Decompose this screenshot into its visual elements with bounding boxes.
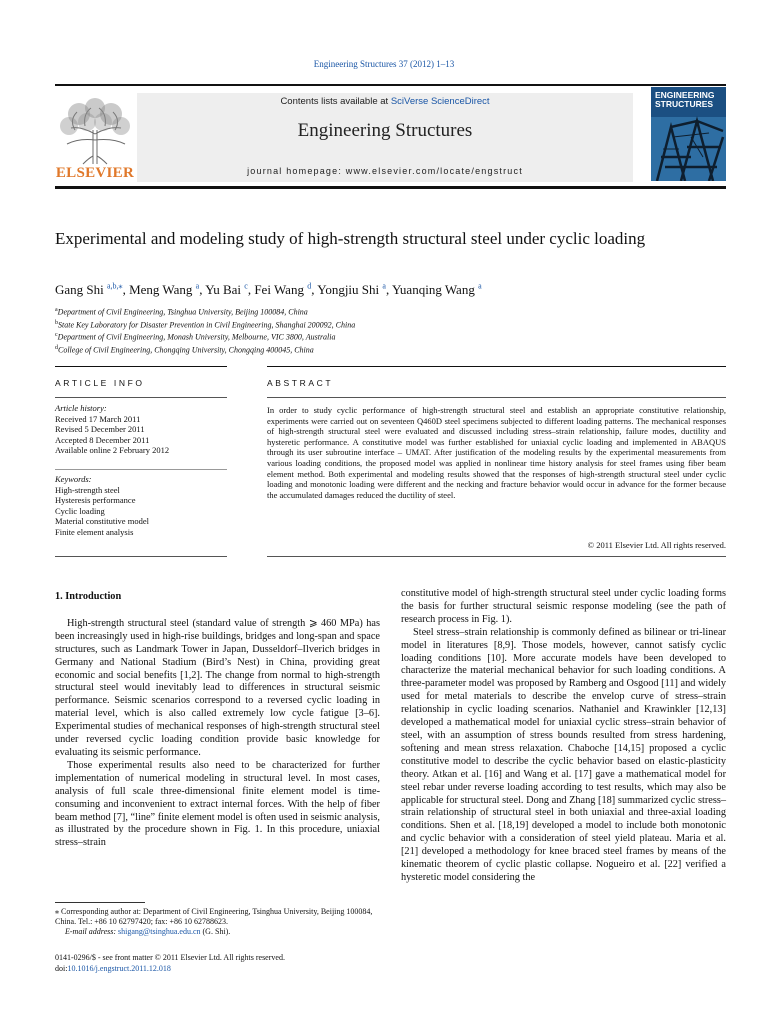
- body-left-column: [55, 587, 380, 850]
- journal-reference[interactable]: Engineering Structures 37 (2012) 1–13: [313, 59, 455, 69]
- publisher-name: ELSEVIER: [55, 165, 135, 181]
- email-suffix: (G. Shi).: [200, 927, 231, 936]
- author-affiliation-ref[interactable]: d: [307, 281, 312, 291]
- body-paragraph: High-strength structural steel (standard value of strength ⩾ 460 MPa) has been increasingly used in high-rise buildings, bridges and long-span and space structures, such as Landmark Tower in Japan, Dusseldorf–Ilverich bridges in Germany and National Stadium (Bird’s Nest) in China, providing great economic and social benefits [1,2]. The change from normal to high-strength structural steel would inevitably lead to differences in structural seismic performance. Seismic scenarios correspond to a reversed cyclic loading in material level, which is also called extremely low cycle fatigue [3–6]. Experimental studies of mechanical responses of high-strength structural steel under reversed cyclic loading condition provide basic knowledge for evaluating its seismic performance.: [55, 617, 380, 758]
- email-link[interactable]: shigang@tsinghua.edu.cn: [118, 927, 201, 936]
- author-affiliation-ref[interactable]: a,b,⁎: [107, 281, 123, 291]
- issn-line: 0141-0296/$ - see front matter © 2011 Elsevier Ltd. All rights reserved.: [55, 953, 285, 962]
- corresponding-author-text: ⁎ Corresponding author at: Department of Civil Engineering, Tsinghua University, Beijing 100084, China. Tel.: +86 10 62797420; fax: +86 10 62788623.: [55, 907, 373, 926]
- affiliation-item: $^d$College of Civil Engineering, Chongqing University, Chongqing 400045, China: [55, 344, 314, 355]
- affiliation-list: [55, 305, 555, 356]
- history-item: Received 17 March 2011: [55, 413, 141, 424]
- body-paragraph: Those experimental results also need to be characterized for further implementation of numerical modeling in structural level. In most cases, analysis of full scale three-dimensional finite element model is time-consuming and inconvenient to extract internal forces. With the help of fiber beam method [7], “line” finite element model is often used in seismic analysis, as illustrated by the procedure shown in Fig. 1. In this procedure, uniaxial stress–strain: [55, 759, 380, 849]
- author-list: Gang Shi $^{a,b,⁎}$, Meng Wang $^a$, Yu Bai $^c$, Fei Wang $^d$, Yongjiu Shi $^a$, Yuanqing Wang $^a$: [55, 281, 482, 297]
- author-name: Gang Shi: [55, 282, 104, 297]
- history-item: Accepted 8 December 2011: [55, 434, 150, 445]
- email-label: E-mail address:: [65, 927, 119, 936]
- email-line: [55, 927, 385, 937]
- section-heading: 1. Introduction: [55, 591, 122, 602]
- author-affiliation-ref[interactable]: c: [244, 281, 248, 291]
- article-history: [55, 403, 227, 456]
- keyword-item: Cyclic loading: [55, 505, 105, 516]
- author-name: Yuanqing Wang: [391, 282, 475, 297]
- keyword-item: Material constitutive model: [55, 516, 149, 527]
- doi-link[interactable]: 10.1016/j.engstruct.2011.12.018: [67, 963, 171, 973]
- abstract-heading: ABSTRACT: [267, 378, 334, 388]
- doi-label: doi:: [55, 963, 68, 973]
- contents-prefix: Contents lists available at: [280, 96, 391, 107]
- keywords-divider: [55, 469, 227, 470]
- sciencedirect-link[interactable]: SciVerse ScienceDirect: [390, 96, 490, 107]
- keywords-block: [55, 474, 227, 538]
- corresponding-author-footnote: [55, 907, 385, 937]
- abstract-top-rule: [267, 366, 726, 367]
- article-title: Experimental and modeling study of high-strength structural steel under cyclic loading: [55, 229, 646, 248]
- cover-title: ENGINEERING STRUCTURES: [655, 90, 715, 109]
- contents-line: [137, 96, 633, 107]
- body-paragraph: constitutive model of high-strength structural steel under cyclic loading forms the basis for further structural seismic response modeling (see the path of research process in Fig. 1).: [401, 588, 726, 625]
- abstract-copyright: © 2011 Elsevier Ltd. All rights reserved.: [587, 540, 726, 550]
- keyword-item: Finite element analysis: [55, 526, 134, 537]
- keywords-label: Keywords:: [55, 474, 92, 484]
- author-affiliation-ref[interactable]: a: [195, 281, 200, 291]
- header-top-rule: [55, 84, 726, 86]
- author-affiliation-ref[interactable]: a: [478, 281, 482, 291]
- abstract-divider: [267, 397, 726, 398]
- author-name: Fei Wang: [254, 282, 304, 297]
- keyword-item: High-strength steel: [55, 484, 120, 495]
- footnote-rule: [55, 902, 145, 903]
- keyword-item: Hysteresis performance: [55, 495, 136, 506]
- article-info-divider: [55, 397, 227, 398]
- journal-homepage[interactable]: journal homepage: www.elsevier.com/locate/engstruct: [247, 166, 523, 176]
- body-paragraph: Steel stress–strain relationship is commonly defined as bilinear or tri-linear model in literatures [8,9]. Those models, however, cannot satisfy cyclic loading conditions [10]. More accurate models have been developed to characterize the material mechanical behavior for such loading conditions. A three-parameter model was proposed by Ramberg and Osgood [11] and widely used for metal materials to describe the envelop curve of stress–strain relationship in cyclic loading scenarios. Nathaniel and Krawinkler [12,13] developed a mathematical model for uniaxial cyclic stress–strain behavior of steel, with an assumption of stress bounds resulted from stress hardening, softening and mean stress relaxation. Chaboche [14,15] proposed a cyclic constitutive model to describe the cyclic behavior based on elastic-plasticity theory. Atkan et al. [16] and Wang et al. [17] gave a mathematical model for steel rebar under reverse loading according to test results, which may also be applicable for structural steel. Dong and Zhang [18] summarized cyclic stress–strain relationship of structural steel in both uniaxial and three-axial loading conditions. Shen et al. [18,19] developed a model to include both monotonic and cyclic behavior with a consideration of steel yield plateau. Maria et al. [21] developed a methodology for knee braced steel frames by means of the kinematic theorem of cyclic plastic collapse. Nogueiro et al. [22] verified a hysteretic model considering the: [401, 626, 726, 883]
- journal-cover-image: [651, 87, 726, 181]
- article-info-heading: ARTICLE INFO: [55, 378, 145, 388]
- history-item: Revised 5 December 2011: [55, 424, 145, 435]
- abstract-bottom-rule: [267, 556, 726, 557]
- author-affiliation-ref[interactable]: a: [382, 281, 386, 291]
- bottom-publication-info: [55, 953, 385, 974]
- article-info-top-rule: [55, 366, 227, 367]
- affiliation-item: $^c$Department of Civil Engineering, Monash University, Melbourne, VIC 3800, Australia: [55, 332, 336, 342]
- history-item: Available online 2 February 2012: [55, 445, 170, 456]
- affiliation-item: $^b$State Key Laboratory for Disaster Prevention in Civil Engineering, Shanghai 200092, China: [55, 319, 356, 330]
- author-name: Yu Bai: [205, 282, 241, 297]
- doi-line: [55, 964, 385, 975]
- author-name: Meng Wang: [129, 282, 193, 297]
- journal-title: Engineering Structures: [297, 120, 473, 141]
- affiliation-item: $^a$Department of Civil Engineering, Tsinghua University, Beijing 100084, China: [55, 307, 308, 317]
- body-right-column: [401, 588, 726, 885]
- author-name: Yongjiu Shi: [317, 282, 380, 297]
- article-info-bottom-rule: [55, 556, 227, 557]
- abstract-text: In order to study cyclic performance of high-strength structural steel and establish an appropriate constitutive relationship, experiments were carried out on seventeen Q460D steel specimens subjected to different loading patterns. The mechanical responses of high-strength structural steel were evaluated and discussed including stress–strain relationship, failure modes, ductility and hysteretic performance. A constitutive model was further established for uniaxial cyclic loading and implemented in ABAQUS through its user subroutine interface – UMAT. After justification of the modeling results by the experimental measurements from various loading conditions, the proposed model was applied in nonlinear time history analysis for steel frames using fiber beam element method. Both experimental and modeling results showed that the responses of high-strength structural steel under cyclic loading and monotonic loading were different and the necking and fracture behavior would occur in advance for the former because the accumulated damages reduced the ductility of steel.: [267, 405, 726, 500]
- history-label: Article history:: [55, 403, 107, 413]
- header-bottom-rule: [55, 186, 726, 189]
